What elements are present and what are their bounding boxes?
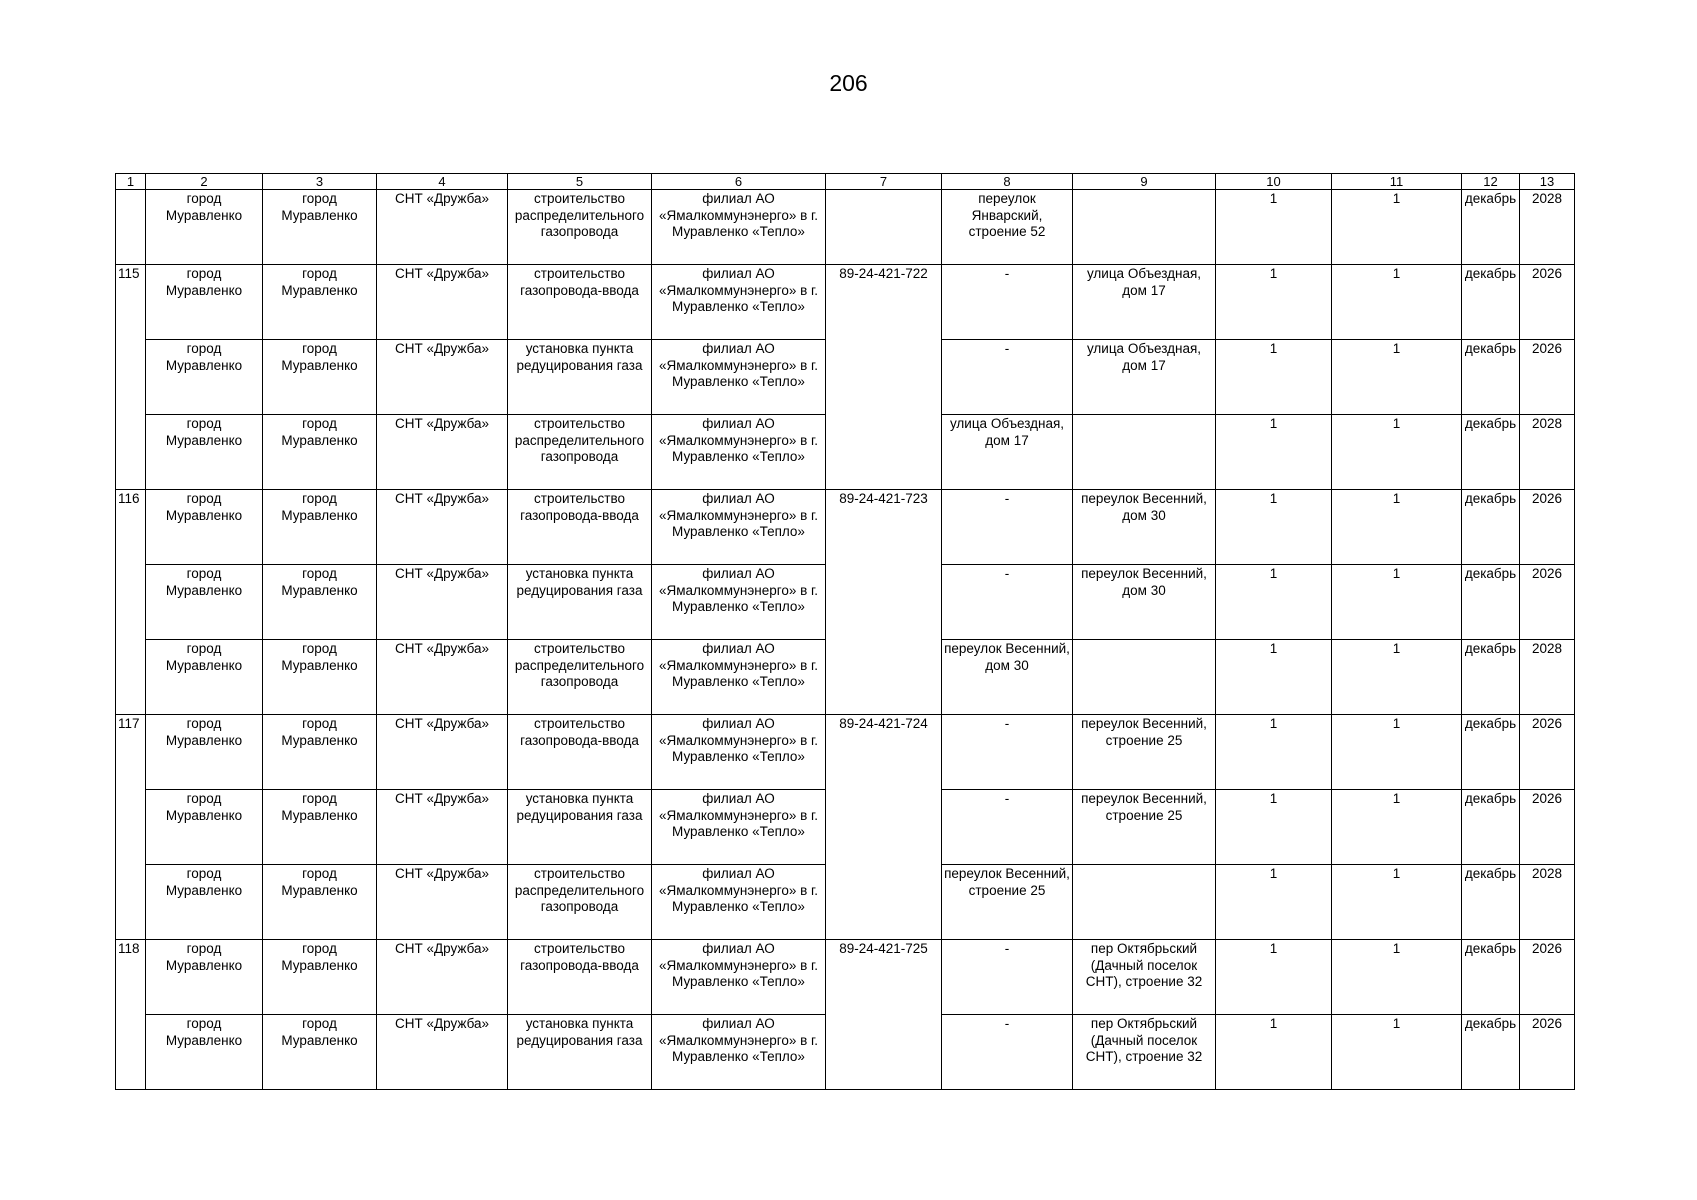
code-cell: 89-24-421-724 <box>826 715 942 790</box>
organization-cell: филиал АО «Ямалкоммунэнерго» в г. Муравленко «Тепло» <box>652 865 826 940</box>
snt-cell: СНТ «Дружба» <box>377 190 508 265</box>
district-cell: город Муравленко <box>146 865 263 940</box>
year-cell: 2026 <box>1520 490 1575 565</box>
qty-cell: 1 <box>1216 265 1332 340</box>
network-address-cell: - <box>942 940 1073 1015</box>
organization-cell: филиал АО «Ямалкоммунэнерго» в г. Муравленко «Тепло» <box>652 715 826 790</box>
qty-cell: 1 <box>1216 790 1332 865</box>
year-cell: 2026 <box>1520 715 1575 790</box>
column-header: 6 <box>652 174 826 190</box>
table-row <box>116 565 1575 640</box>
qty2-cell: 1 <box>1332 340 1462 415</box>
year-cell: 2028 <box>1520 415 1575 490</box>
qty-cell: 1 <box>1216 190 1332 265</box>
district-cell: город Муравленко <box>146 415 263 490</box>
month-cell: декабрь <box>1462 415 1520 490</box>
qty-cell: 1 <box>1216 715 1332 790</box>
month-cell: декабрь <box>1462 340 1520 415</box>
qty-cell: 1 <box>1216 640 1332 715</box>
district-cell: город Муравленко <box>146 340 263 415</box>
row-number-cell <box>116 1015 146 1090</box>
organization-cell: филиал АО «Ямалкоммунэнерго» в г. Муравленко «Тепло» <box>652 190 826 265</box>
table-row <box>116 340 1575 415</box>
work-type-cell: строительство распределительного газопровода <box>508 865 652 940</box>
column-header: 1 <box>116 174 146 190</box>
work-type-cell: строительство распределительного газопровода <box>508 415 652 490</box>
work-type-cell: строительство распределительного газопровода <box>508 640 652 715</box>
organization-cell: филиал АО «Ямалкоммунэнерго» в г. Муравленко «Тепло» <box>652 640 826 715</box>
table-row <box>116 940 1575 1015</box>
column-header: 13 <box>1520 174 1575 190</box>
month-cell: декабрь <box>1462 640 1520 715</box>
snt-cell: СНТ «Дружба» <box>377 565 508 640</box>
column-header: 10 <box>1216 174 1332 190</box>
qty2-cell: 1 <box>1332 415 1462 490</box>
work-type-cell: установка пункта редуцирования газа <box>508 790 652 865</box>
district-cell: город Муравленко <box>146 190 263 265</box>
object-address-cell: улица Объездная, дом 17 <box>1073 340 1216 415</box>
network-address-cell: - <box>942 790 1073 865</box>
row-number-cell: 117 <box>116 715 146 790</box>
object-address-cell: улица Объездная, дом 17 <box>1073 265 1216 340</box>
table-row <box>116 190 1575 265</box>
district-cell: город Муравленко <box>146 715 263 790</box>
work-type-cell: установка пункта редуцирования газа <box>508 1015 652 1090</box>
qty-cell: 1 <box>1216 565 1332 640</box>
code-cell <box>826 790 942 865</box>
work-type-cell: строительство газопровода-ввода <box>508 715 652 790</box>
qty-cell: 1 <box>1216 940 1332 1015</box>
row-number-cell <box>116 640 146 715</box>
year-cell: 2026 <box>1520 940 1575 1015</box>
network-address-cell: переулок Весенний, дом 30 <box>942 640 1073 715</box>
column-header: 5 <box>508 174 652 190</box>
code-cell <box>826 640 942 715</box>
row-number-cell <box>116 340 146 415</box>
month-cell: декабрь <box>1462 865 1520 940</box>
object-address-cell: переулок Весенний, строение 25 <box>1073 715 1216 790</box>
column-header: 11 <box>1332 174 1462 190</box>
column-header: 4 <box>377 174 508 190</box>
settlement-cell: город Муравленко <box>263 940 377 1015</box>
settlement-cell: город Муравленко <box>263 490 377 565</box>
table-row <box>116 265 1575 340</box>
month-cell: декабрь <box>1462 490 1520 565</box>
column-header: 12 <box>1462 174 1520 190</box>
table-body <box>116 174 1575 1090</box>
row-number-cell <box>116 565 146 640</box>
settlement-cell: город Муравленко <box>263 715 377 790</box>
year-cell: 2028 <box>1520 640 1575 715</box>
settlement-cell: город Муравленко <box>263 640 377 715</box>
year-cell: 2028 <box>1520 190 1575 265</box>
district-cell: город Муравленко <box>146 790 263 865</box>
qty-cell: 1 <box>1216 340 1332 415</box>
qty-cell: 1 <box>1216 415 1332 490</box>
qty2-cell: 1 <box>1332 865 1462 940</box>
object-address-cell <box>1073 190 1216 265</box>
object-address-cell <box>1073 415 1216 490</box>
object-address-cell <box>1073 865 1216 940</box>
column-header: 7 <box>826 174 942 190</box>
snt-cell: СНТ «Дружба» <box>377 415 508 490</box>
object-address-cell <box>1073 640 1216 715</box>
organization-cell: филиал АО «Ямалкоммунэнерго» в г. Муравленко «Тепло» <box>652 1015 826 1090</box>
table-row <box>116 490 1575 565</box>
object-address-cell: пер Октябрьский (Дачный поселок СНТ), строение 32 <box>1073 1015 1216 1090</box>
settlement-cell: город Муравленко <box>263 340 377 415</box>
work-type-cell: строительство газопровода-ввода <box>508 490 652 565</box>
data-table <box>115 173 1575 1090</box>
year-cell: 2026 <box>1520 265 1575 340</box>
qty2-cell: 1 <box>1332 490 1462 565</box>
district-cell: город Муравленко <box>146 265 263 340</box>
network-address-cell: - <box>942 490 1073 565</box>
year-cell: 2026 <box>1520 340 1575 415</box>
work-type-cell: строительство газопровода-ввода <box>508 265 652 340</box>
snt-cell: СНТ «Дружба» <box>377 340 508 415</box>
organization-cell: филиал АО «Ямалкоммунэнерго» в г. Муравленко «Тепло» <box>652 415 826 490</box>
table-row <box>116 415 1575 490</box>
qty2-cell: 1 <box>1332 265 1462 340</box>
object-address-cell: переулок Весенний, дом 30 <box>1073 490 1216 565</box>
qty-cell: 1 <box>1216 865 1332 940</box>
settlement-cell: город Муравленко <box>263 415 377 490</box>
table-row <box>116 640 1575 715</box>
month-cell: декабрь <box>1462 1015 1520 1090</box>
code-cell <box>826 1015 942 1090</box>
work-type-cell: строительство распределительного газопровода <box>508 190 652 265</box>
network-address-cell: - <box>942 565 1073 640</box>
object-address-cell: пер Октябрьский (Дачный поселок СНТ), строение 32 <box>1073 940 1216 1015</box>
row-number-cell: 116 <box>116 490 146 565</box>
qty2-cell: 1 <box>1332 1015 1462 1090</box>
column-header: 9 <box>1073 174 1216 190</box>
row-number-cell: 115 <box>116 265 146 340</box>
month-cell: декабрь <box>1462 190 1520 265</box>
code-cell: 89-24-421-722 <box>826 265 942 340</box>
code-cell <box>826 190 942 265</box>
qty2-cell: 1 <box>1332 940 1462 1015</box>
table-row <box>116 865 1575 940</box>
column-header: 2 <box>146 174 263 190</box>
qty-cell: 1 <box>1216 1015 1332 1090</box>
month-cell: декабрь <box>1462 940 1520 1015</box>
organization-cell: филиал АО «Ямалкоммунэнерго» в г. Муравленко «Тепло» <box>652 340 826 415</box>
table-row <box>116 790 1575 865</box>
code-cell <box>826 340 942 415</box>
snt-cell: СНТ «Дружба» <box>377 715 508 790</box>
month-cell: декабрь <box>1462 565 1520 640</box>
row-number-cell: 118 <box>116 940 146 1015</box>
snt-cell: СНТ «Дружба» <box>377 640 508 715</box>
district-cell: город Муравленко <box>146 490 263 565</box>
qty2-cell: 1 <box>1332 790 1462 865</box>
district-cell: город Муравленко <box>146 565 263 640</box>
district-cell: город Муравленко <box>146 940 263 1015</box>
code-cell: 89-24-421-723 <box>826 490 942 565</box>
column-header: 8 <box>942 174 1073 190</box>
year-cell: 2026 <box>1520 1015 1575 1090</box>
snt-cell: СНТ «Дружба» <box>377 790 508 865</box>
organization-cell: филиал АО «Ямалкоммунэнерго» в г. Муравленко «Тепло» <box>652 940 826 1015</box>
snt-cell: СНТ «Дружба» <box>377 490 508 565</box>
snt-cell: СНТ «Дружба» <box>377 1015 508 1090</box>
table-row <box>116 715 1575 790</box>
code-cell: 89-24-421-725 <box>826 940 942 1015</box>
row-number-cell <box>116 790 146 865</box>
year-cell: 2028 <box>1520 865 1575 940</box>
code-cell <box>826 415 942 490</box>
snt-cell: СНТ «Дружба» <box>377 940 508 1015</box>
network-address-cell: улица Объездная, дом 17 <box>942 415 1073 490</box>
table-header-row <box>116 174 1575 190</box>
settlement-cell: город Муравленко <box>263 565 377 640</box>
row-number-cell <box>116 865 146 940</box>
network-address-cell: - <box>942 265 1073 340</box>
snt-cell: СНТ «Дружба» <box>377 265 508 340</box>
work-type-cell: строительство газопровода-ввода <box>508 940 652 1015</box>
table-row <box>116 1015 1575 1090</box>
month-cell: декабрь <box>1462 790 1520 865</box>
network-address-cell: переулок Январский, строение 52 <box>942 190 1073 265</box>
column-header: 3 <box>263 174 377 190</box>
code-cell <box>826 565 942 640</box>
organization-cell: филиал АО «Ямалкоммунэнерго» в г. Муравленко «Тепло» <box>652 565 826 640</box>
object-address-cell: переулок Весенний, дом 30 <box>1073 565 1216 640</box>
network-address-cell: переулок Весенний, строение 25 <box>942 865 1073 940</box>
settlement-cell: город Муравленко <box>263 790 377 865</box>
organization-cell: филиал АО «Ямалкоммунэнерго» в г. Муравленко «Тепло» <box>652 265 826 340</box>
network-address-cell: - <box>942 715 1073 790</box>
object-address-cell: переулок Весенний, строение 25 <box>1073 790 1216 865</box>
year-cell: 2026 <box>1520 790 1575 865</box>
organization-cell: филиал АО «Ямалкоммунэнерго» в г. Муравленко «Тепло» <box>652 490 826 565</box>
settlement-cell: город Муравленко <box>263 190 377 265</box>
month-cell: декабрь <box>1462 265 1520 340</box>
year-cell: 2026 <box>1520 565 1575 640</box>
network-address-cell: - <box>942 1015 1073 1090</box>
qty2-cell: 1 <box>1332 190 1462 265</box>
row-number-cell <box>116 190 146 265</box>
network-address-cell: - <box>942 340 1073 415</box>
settlement-cell: город Муравленко <box>263 1015 377 1090</box>
qty2-cell: 1 <box>1332 565 1462 640</box>
page-number: 206 <box>829 70 868 96</box>
qty-cell: 1 <box>1216 490 1332 565</box>
work-type-cell: установка пункта редуцирования газа <box>508 565 652 640</box>
settlement-cell: город Муравленко <box>263 265 377 340</box>
organization-cell: филиал АО «Ямалкоммунэнерго» в г. Муравленко «Тепло» <box>652 790 826 865</box>
district-cell: город Муравленко <box>146 640 263 715</box>
work-type-cell: установка пункта редуцирования газа <box>508 340 652 415</box>
month-cell: декабрь <box>1462 715 1520 790</box>
qty2-cell: 1 <box>1332 715 1462 790</box>
qty2-cell: 1 <box>1332 640 1462 715</box>
row-number-cell <box>116 415 146 490</box>
snt-cell: СНТ «Дружба» <box>377 865 508 940</box>
code-cell <box>826 865 942 940</box>
settlement-cell: город Муравленко <box>263 865 377 940</box>
district-cell: город Муравленко <box>146 1015 263 1090</box>
